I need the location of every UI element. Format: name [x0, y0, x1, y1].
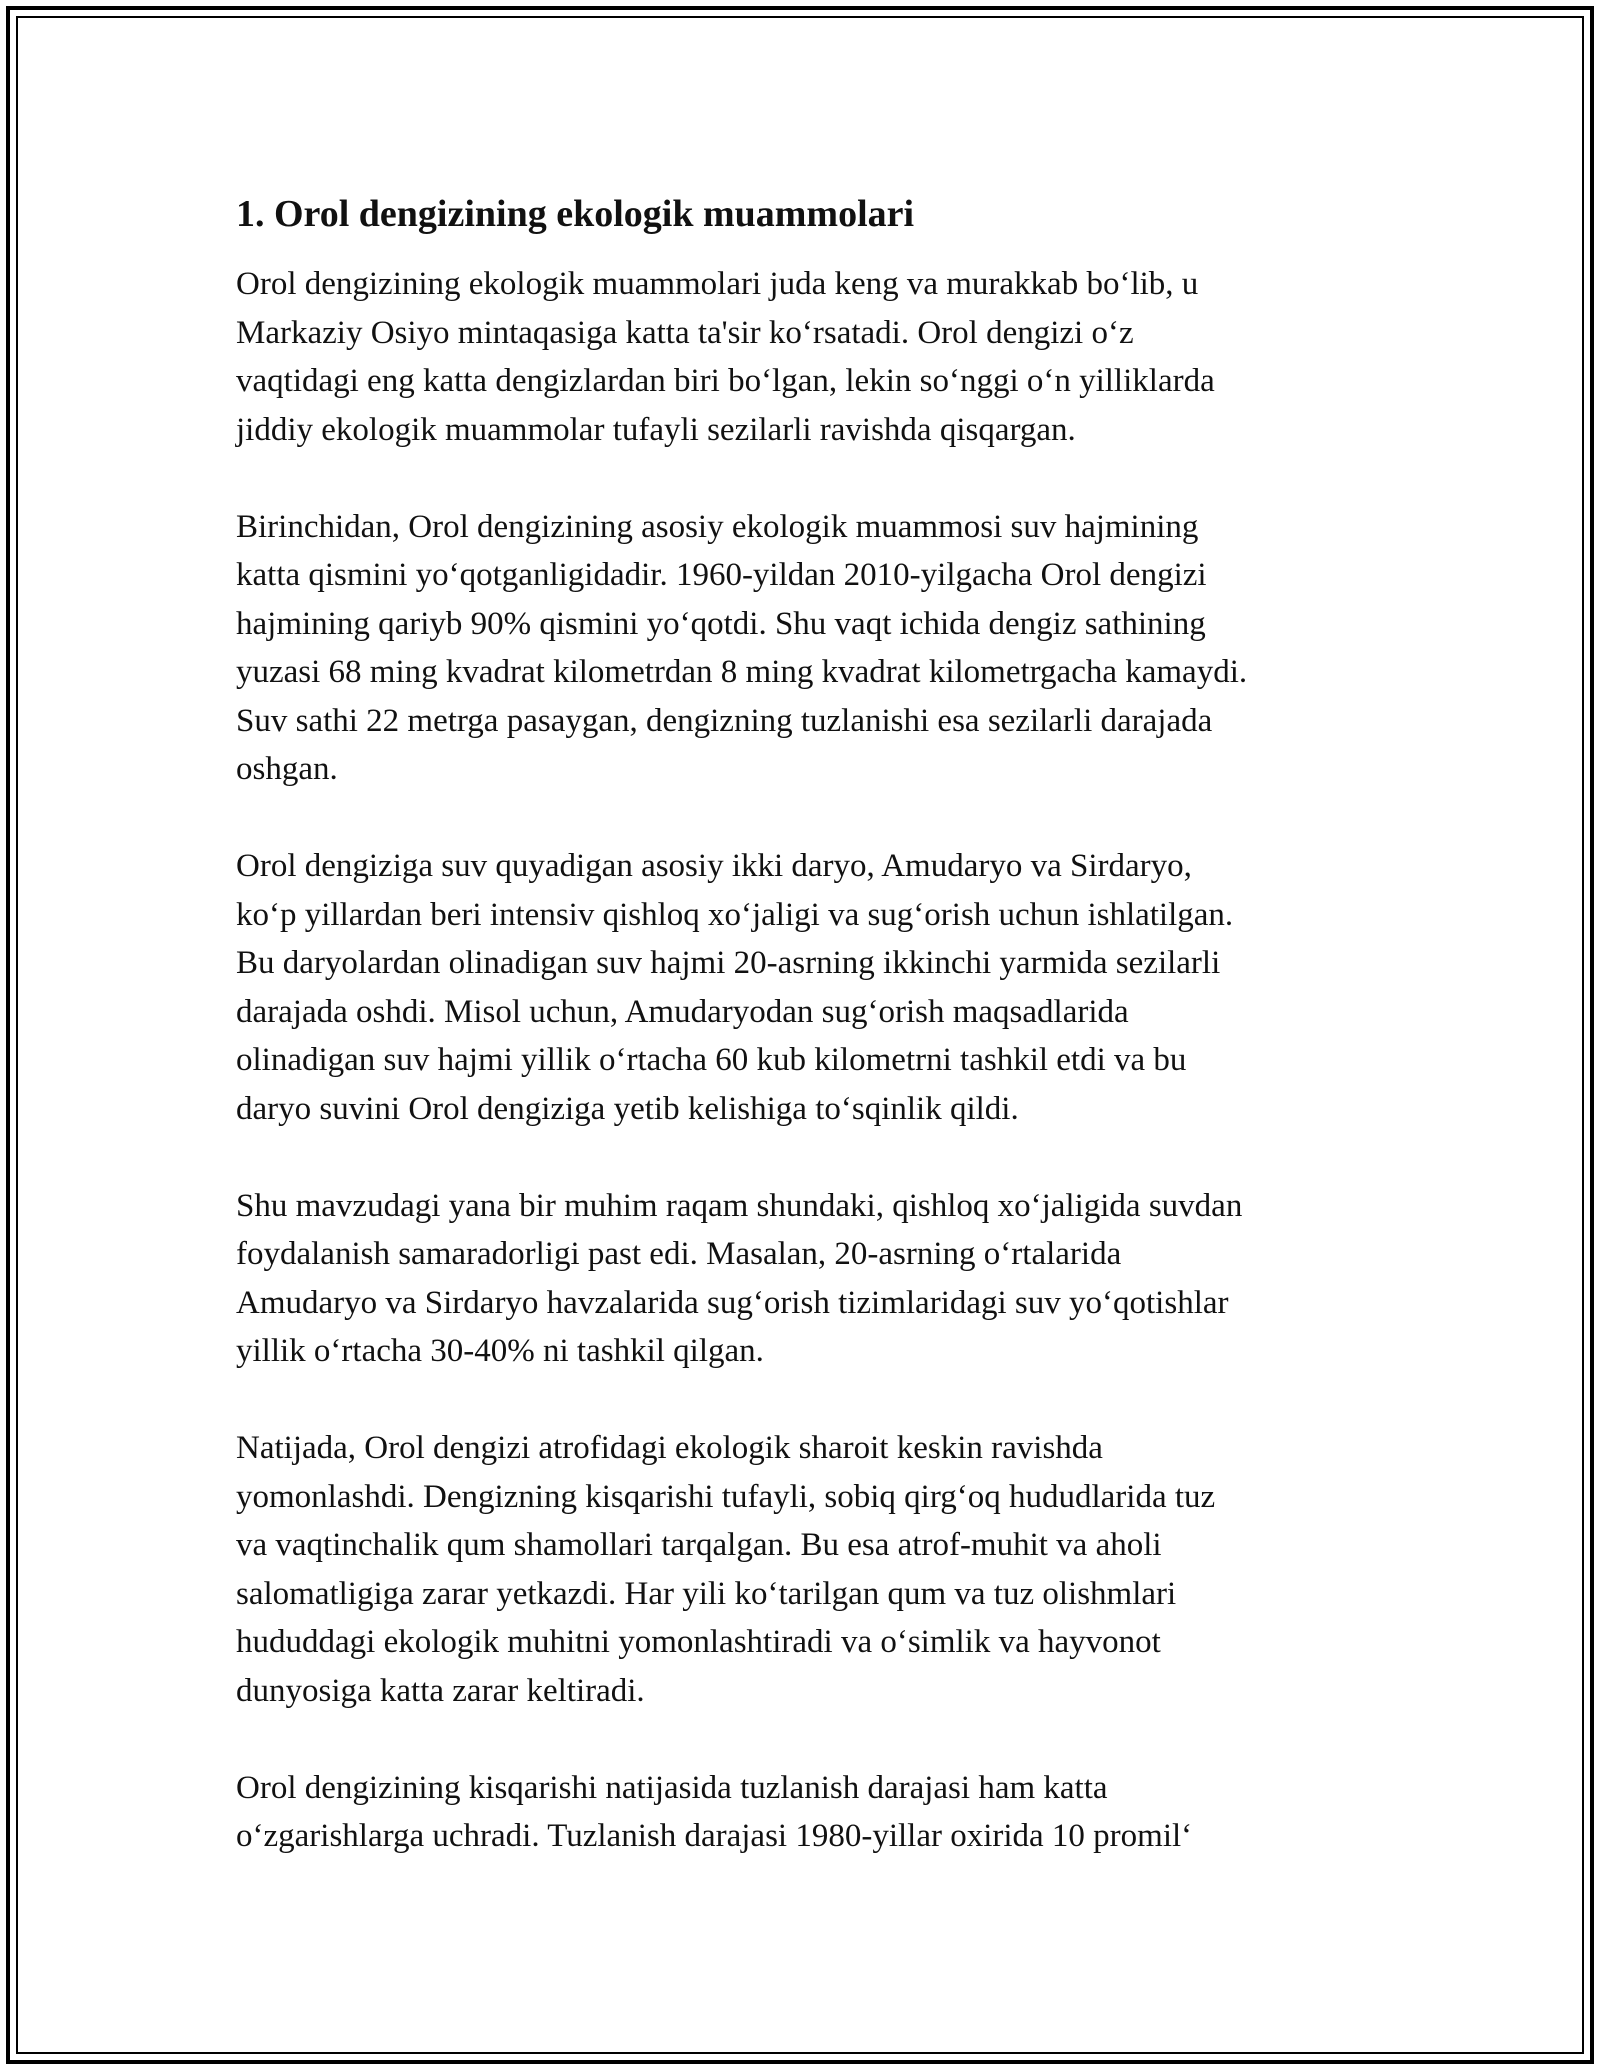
text-line: Orol dengizining ekologik muammolari juda keng va murakkab bo‘lib, u — [236, 266, 1199, 302]
paragraph-3 — [236, 842, 1396, 1133]
document-body — [236, 186, 1396, 1909]
text-line: Suv sathi 22 metrga pasaygan, dengizning tuzlanishi esa sezilarli darajada — [236, 702, 1213, 739]
paragraph-2 — [236, 503, 1396, 794]
text-line: salomatligiga zarar yetkazdi. Har yili ko‘tarilgan qum va tuz olishmlari — [236, 1575, 1177, 1612]
page-title: 1. Orol dengizining ekologik muammolari — [236, 193, 915, 235]
text-line: Natijada, Orol dengizi atrofidagi ekologik sharoit keskin ravishda — [236, 1430, 1103, 1466]
text-line: daryo suvini Orol dengiziga yetib kelishiga to‘sqinlik qildi. — [236, 1090, 1019, 1127]
text-line: olinadigan suv hajmi yillik o‘rtacha 60 kub kilometrni tashkil etdi va bu — [236, 1042, 1187, 1078]
paragraph-6 — [236, 1764, 1396, 1861]
text-line: Birinchidan, Orol dengizining asosiy ekologik muammosi suv hajmining — [236, 508, 1199, 545]
text-line: Orol dengiziga suv quyadigan asosiy ikki daryo, Amudaryo va Sirdaryo, — [236, 848, 1192, 884]
text-line: yomonlashdi. Dengizning kisqarishi tufayli, sobiq qirg‘oq hududlarida tuz — [236, 1478, 1216, 1515]
text-line: yuzasi 68 ming kvadrat kilometrdan 8 ming kvadrat kilometrgacha kamaydi. — [236, 654, 1248, 690]
text-line: vaqtidagi eng katta dengizlardan biri bo‘lgan, lekin so‘nggi o‘n yilliklarda — [236, 363, 1215, 399]
text-line: hududdagi ekologik muhitni yomonlashtiradi va o‘simlik va hayvonot — [236, 1624, 1161, 1660]
text-line: jiddiy ekologik muammolar tufayli sezilarli ravishda qisqargan. — [236, 411, 1076, 448]
text-line: Markaziy Osiyo mintaqasiga katta ta'sir ko‘rsatadi. Orol dengizi o‘z — [236, 314, 1134, 351]
text-line: va vaqtinchalik qum shamollari tarqalgan. Bu esa atrof-muhit va aholi — [236, 1527, 1162, 1563]
text-line: katta qismini yo‘qotganligidadir. 1960-yildan 2010-yilgacha Orol dengizi — [236, 557, 1207, 593]
text-line: Bu daryolardan olinadigan suv hajmi 20-asrning ikkinchi yarmida sezilarli — [236, 945, 1221, 981]
text-line: dunyosiga katta zarar keltiradi. — [236, 1672, 645, 1709]
text-line: darajada oshdi. Misol uchun, Amudaryodan sug‘orish maqsadlarida — [236, 993, 1129, 1030]
text-line: yillik o‘rtacha 30-40% ni tashkil qilgan. — [236, 1333, 764, 1369]
text-line: Orol dengizining kisqarishi natijasida tuzlanish darajasi ham katta — [236, 1769, 1108, 1806]
text-line: Amudaryo va Sirdaryo havzalarida sug‘orish tizimlaridagi suv yo‘qotishlar — [236, 1284, 1229, 1321]
text-line: Shu mavzudagi yana bir muhim raqam shundaki, qishloq xo‘jaligida suvdan — [236, 1187, 1243, 1224]
text-line: hajmining qariyb 90% qismini yo‘qotdi. Shu vaqt ichida dengiz sathining — [236, 605, 1206, 642]
text-line: oshgan. — [236, 751, 338, 787]
text-line: ko‘p yillardan beri intensiv qishloq xo‘jaligi va sug‘orish uchun ishlatilgan. — [236, 896, 1234, 933]
paragraph-4 — [236, 1182, 1396, 1376]
text-line: foydalanish samaradorligi past edi. Masalan, 20-asrning o‘rtalarida — [236, 1236, 1122, 1272]
text-line: o‘zgarishlarga uchradi. Tuzlanish darajasi 1980-yillar oxirida 10 promil‘ — [236, 1818, 1193, 1854]
paragraph-1 — [236, 260, 1396, 454]
paragraph-5 — [236, 1424, 1396, 1715]
